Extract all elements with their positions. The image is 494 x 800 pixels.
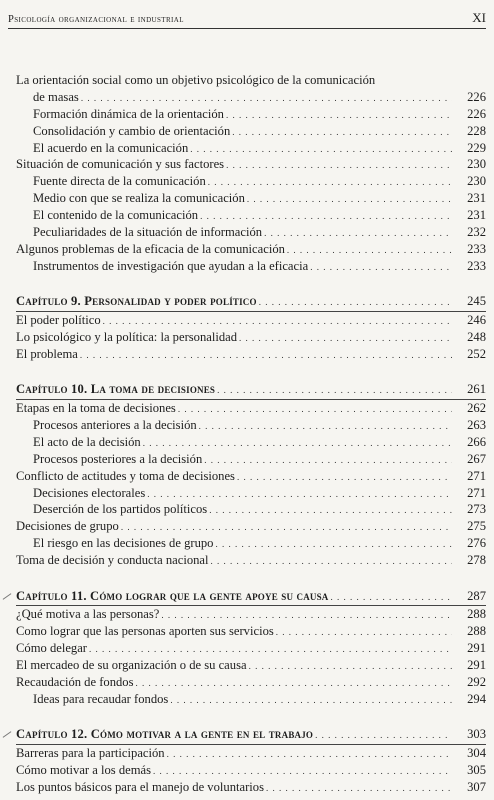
page-ref: 267 xyxy=(467,451,486,466)
page-ref: 266 xyxy=(467,434,486,449)
toc-entry xyxy=(16,106,486,123)
entry-label: Decisiones electorales xyxy=(33,485,146,500)
page-ref: 292 xyxy=(467,675,486,689)
entry-text xyxy=(16,518,452,536)
entry-label: Formación dinámica de la orientación xyxy=(33,106,224,121)
entry-label: Decisiones de grupo xyxy=(16,519,119,534)
chapter-entry xyxy=(16,381,486,398)
entry-label: El acuerdo en la comunicación xyxy=(33,140,189,155)
page-ref: 305 xyxy=(467,763,486,778)
dot-leader xyxy=(89,641,452,658)
entry-label: Instrumentos de investigación que ayudan a la eficacia xyxy=(33,258,309,273)
page-ref: 226 xyxy=(467,106,486,121)
dot-leader xyxy=(315,727,452,744)
entry-text xyxy=(33,434,452,452)
toc-entry xyxy=(16,329,486,346)
entry-label: Cómo motivar a los demás xyxy=(16,763,152,778)
toc-entry xyxy=(16,552,486,569)
dot-leader xyxy=(136,675,452,692)
dot-leader xyxy=(249,658,452,675)
section-gap xyxy=(16,708,486,727)
dot-leader xyxy=(226,157,452,174)
page-ref: 278 xyxy=(467,553,486,568)
toc-entry xyxy=(16,691,486,708)
toc-entry xyxy=(16,501,486,518)
entry-label: El riesgo en las decisiones de grupo xyxy=(33,536,214,551)
page-ref: 228 xyxy=(467,123,486,138)
toc-entry xyxy=(16,156,486,173)
entry-text xyxy=(33,190,452,208)
section-gap xyxy=(16,363,486,382)
table-of-contents xyxy=(16,72,486,796)
dot-leader xyxy=(170,692,452,709)
chapter-entry xyxy=(16,588,486,605)
page-ref: 307 xyxy=(467,779,486,794)
toc-entry xyxy=(16,140,486,157)
entry-label: El mercadeo de su organización o de su causa xyxy=(16,658,247,673)
entry-text xyxy=(16,156,452,174)
page-ref: 229 xyxy=(467,140,486,155)
page-ref: 245 xyxy=(467,294,486,309)
entry-label: Toma de decisión y conducta nacional xyxy=(16,553,209,568)
page-ref: 291 xyxy=(467,641,486,656)
entry-label: Situación de comunicación y sus factores xyxy=(16,157,225,172)
entry-label: Fuente directa de la comunicación xyxy=(33,174,206,189)
page-ref: 288 xyxy=(467,607,486,622)
toc-entry xyxy=(16,400,486,417)
dot-leader xyxy=(204,452,452,469)
toc-entry xyxy=(16,518,486,535)
chapter-entry xyxy=(16,726,486,743)
entry-label: El problema xyxy=(16,346,78,361)
entry-label: Algunos problemas de la eficacia de la comunicación xyxy=(16,241,285,256)
entry-label: Barreras para la participación xyxy=(16,746,165,761)
page-ref: 263 xyxy=(467,418,486,433)
toc-entry xyxy=(16,224,486,241)
entry-label: Lo psicológico y la política: la personalidad xyxy=(16,329,238,344)
dot-leader xyxy=(247,191,452,208)
toc-entry xyxy=(16,89,486,106)
dot-leader xyxy=(81,90,452,107)
chapter-title: Capítulo 10. La toma de decisiones xyxy=(16,382,216,397)
entry-text xyxy=(16,293,452,311)
dot-leader xyxy=(178,401,452,418)
entry-label: Deserción de los partidos políticos xyxy=(33,502,208,517)
entry-text xyxy=(16,312,452,330)
entry-text xyxy=(16,623,452,641)
entry-label: El acto de la decisión xyxy=(33,434,141,449)
entry-text xyxy=(16,72,452,89)
entry-text xyxy=(33,417,452,435)
dot-leader xyxy=(237,469,452,486)
toc-entry xyxy=(16,745,486,762)
entry-text xyxy=(16,552,452,570)
dot-leader xyxy=(208,174,452,191)
entry-text xyxy=(33,89,452,107)
dot-leader xyxy=(209,502,452,519)
toc-entry xyxy=(16,451,486,468)
page-ref: 303 xyxy=(467,727,486,742)
running-header xyxy=(8,6,486,29)
entry-text xyxy=(33,258,452,276)
dot-leader xyxy=(331,589,453,606)
page-ref: 233 xyxy=(467,241,486,256)
dot-leader xyxy=(121,519,452,536)
toc-entry xyxy=(16,779,486,796)
section-gap xyxy=(16,275,486,294)
page-ref: 233 xyxy=(467,258,486,273)
page-ref: 230 xyxy=(467,174,486,189)
page-ref: 273 xyxy=(467,502,486,517)
chapter-entry xyxy=(16,293,486,310)
page-ref: 246 xyxy=(467,313,486,328)
toc-entry xyxy=(16,762,486,779)
page-ref: 275 xyxy=(467,519,486,534)
chapter-title: Capítulo 11. Cómo lograr que la gente apoye su causa xyxy=(16,588,329,603)
entry-label: Procesos posteriores a la decisión xyxy=(33,451,203,466)
toc-entry xyxy=(16,623,486,640)
page-ref: 288 xyxy=(467,624,486,639)
entry-text xyxy=(16,640,452,658)
entry-text xyxy=(16,779,452,797)
dot-leader xyxy=(211,553,452,570)
dot-leader xyxy=(264,225,452,242)
page-ref: 226 xyxy=(467,89,486,104)
dot-leader xyxy=(217,382,452,399)
entry-text xyxy=(33,535,452,553)
entry-label: de masas xyxy=(33,89,79,104)
dot-leader xyxy=(199,418,452,435)
entry-text xyxy=(33,173,452,191)
dot-leader xyxy=(215,536,452,553)
entry-label: El poder político xyxy=(16,313,101,328)
toc-entry xyxy=(16,468,486,485)
entry-label: Peculiaridades de la situación de información xyxy=(33,225,263,240)
entry-text xyxy=(33,106,452,124)
page-ref: 304 xyxy=(467,746,486,761)
pencil-mark xyxy=(3,593,12,600)
entry-label: Los puntos básicos para el manejo de voluntarios xyxy=(16,779,264,794)
entry-text xyxy=(16,346,452,364)
entry-text xyxy=(16,726,452,744)
page-ref: 231 xyxy=(467,191,486,206)
toc-entry xyxy=(16,606,486,623)
dot-leader xyxy=(103,313,452,330)
entry-text xyxy=(16,606,452,624)
entry-text xyxy=(33,207,452,225)
page-ref: 252 xyxy=(467,346,486,361)
entry-text xyxy=(16,329,452,347)
page-ref: 291 xyxy=(467,658,486,673)
entry-text xyxy=(16,241,452,259)
entry-label: Procesos anteriores a la decisión xyxy=(33,418,197,433)
entry-label: Consolidación y cambio de orientación xyxy=(33,123,231,138)
running-title: Psicología organizacional e industrial xyxy=(8,14,184,25)
page-ref: 294 xyxy=(467,691,486,706)
toc-entry xyxy=(16,346,486,363)
toc-entry xyxy=(16,657,486,674)
entry-text xyxy=(16,745,452,763)
entry-label: Etapas en la toma de decisiones xyxy=(16,401,176,416)
dot-leader xyxy=(190,141,452,158)
toc-entry xyxy=(16,258,486,275)
toc-entry xyxy=(16,173,486,190)
toc-entry xyxy=(16,417,486,434)
page-ref: 261 xyxy=(467,382,486,397)
entry-text xyxy=(33,451,452,469)
entry-label: Como lograr que las personas aporten sus servicios xyxy=(16,624,274,639)
entry-text xyxy=(16,762,452,780)
toc-entry xyxy=(16,640,486,657)
toc-entry xyxy=(16,485,486,502)
entry-label: El contenido de la comunicación xyxy=(33,208,199,223)
page-ref: 271 xyxy=(467,468,486,483)
entry-text xyxy=(16,674,452,692)
dot-leader xyxy=(232,124,452,141)
entry-text xyxy=(16,588,452,606)
toc-entry xyxy=(16,674,486,691)
toc-entry xyxy=(16,312,486,329)
toc-entry xyxy=(16,190,486,207)
page-ref: 248 xyxy=(467,329,486,344)
dot-leader xyxy=(161,607,452,624)
section-gap xyxy=(16,569,486,588)
page-ref: 271 xyxy=(467,485,486,500)
entry-label: ¿Qué motiva a las personas? xyxy=(16,607,160,622)
toc-entry xyxy=(16,207,486,224)
dot-leader xyxy=(200,208,452,225)
dot-leader xyxy=(239,330,452,347)
entry-label: Cómo delegar xyxy=(16,641,87,656)
entry-text xyxy=(33,224,452,242)
entry-text xyxy=(33,140,452,158)
dot-leader xyxy=(276,624,452,641)
entry-label: Recaudación de fondos xyxy=(16,675,134,689)
dot-leader xyxy=(167,746,452,763)
dot-leader xyxy=(147,486,452,503)
page-ref: 262 xyxy=(467,401,486,416)
chapter-title: Capítulo 12. Cómo motivar a la gente en el trabajo xyxy=(16,727,314,742)
entry-text xyxy=(33,691,452,709)
entry-label: Conflicto de actitudes y toma de decisiones xyxy=(16,468,235,483)
entry-text xyxy=(16,400,452,418)
toc-entry xyxy=(16,241,486,258)
dot-leader xyxy=(226,107,452,124)
dot-leader xyxy=(266,780,452,797)
page-ref: 231 xyxy=(467,208,486,223)
page-ref: 287 xyxy=(467,588,486,603)
toc-entry xyxy=(16,123,486,140)
entry-text xyxy=(33,123,452,141)
page-ref: 230 xyxy=(467,157,486,172)
dot-leader xyxy=(143,435,452,452)
dot-leader xyxy=(310,259,452,276)
dot-leader xyxy=(153,763,452,780)
entry-text xyxy=(33,485,452,503)
pencil-mark xyxy=(3,732,12,739)
entry-label: Medio con que se realiza la comunicación xyxy=(33,191,245,206)
page-ref: 232 xyxy=(467,225,486,240)
dot-leader xyxy=(287,242,452,259)
page-number: XI xyxy=(472,10,486,25)
dot-leader xyxy=(80,347,452,364)
entry-label: Ideas para recaudar fondos xyxy=(33,691,169,706)
entry-text xyxy=(16,468,452,486)
chapter-title: Capítulo 9. Personalidad y poder político xyxy=(16,294,257,309)
entry-text xyxy=(33,501,452,519)
toc-entry xyxy=(16,434,486,451)
entry-label: La orientación social como un objetivo psicológico de la comunicación xyxy=(16,73,376,87)
dot-leader xyxy=(259,294,452,311)
toc-entry xyxy=(16,535,486,552)
entry-text xyxy=(16,657,452,675)
page-ref: 276 xyxy=(467,536,486,551)
toc-entry xyxy=(16,72,486,89)
entry-text xyxy=(16,381,452,399)
